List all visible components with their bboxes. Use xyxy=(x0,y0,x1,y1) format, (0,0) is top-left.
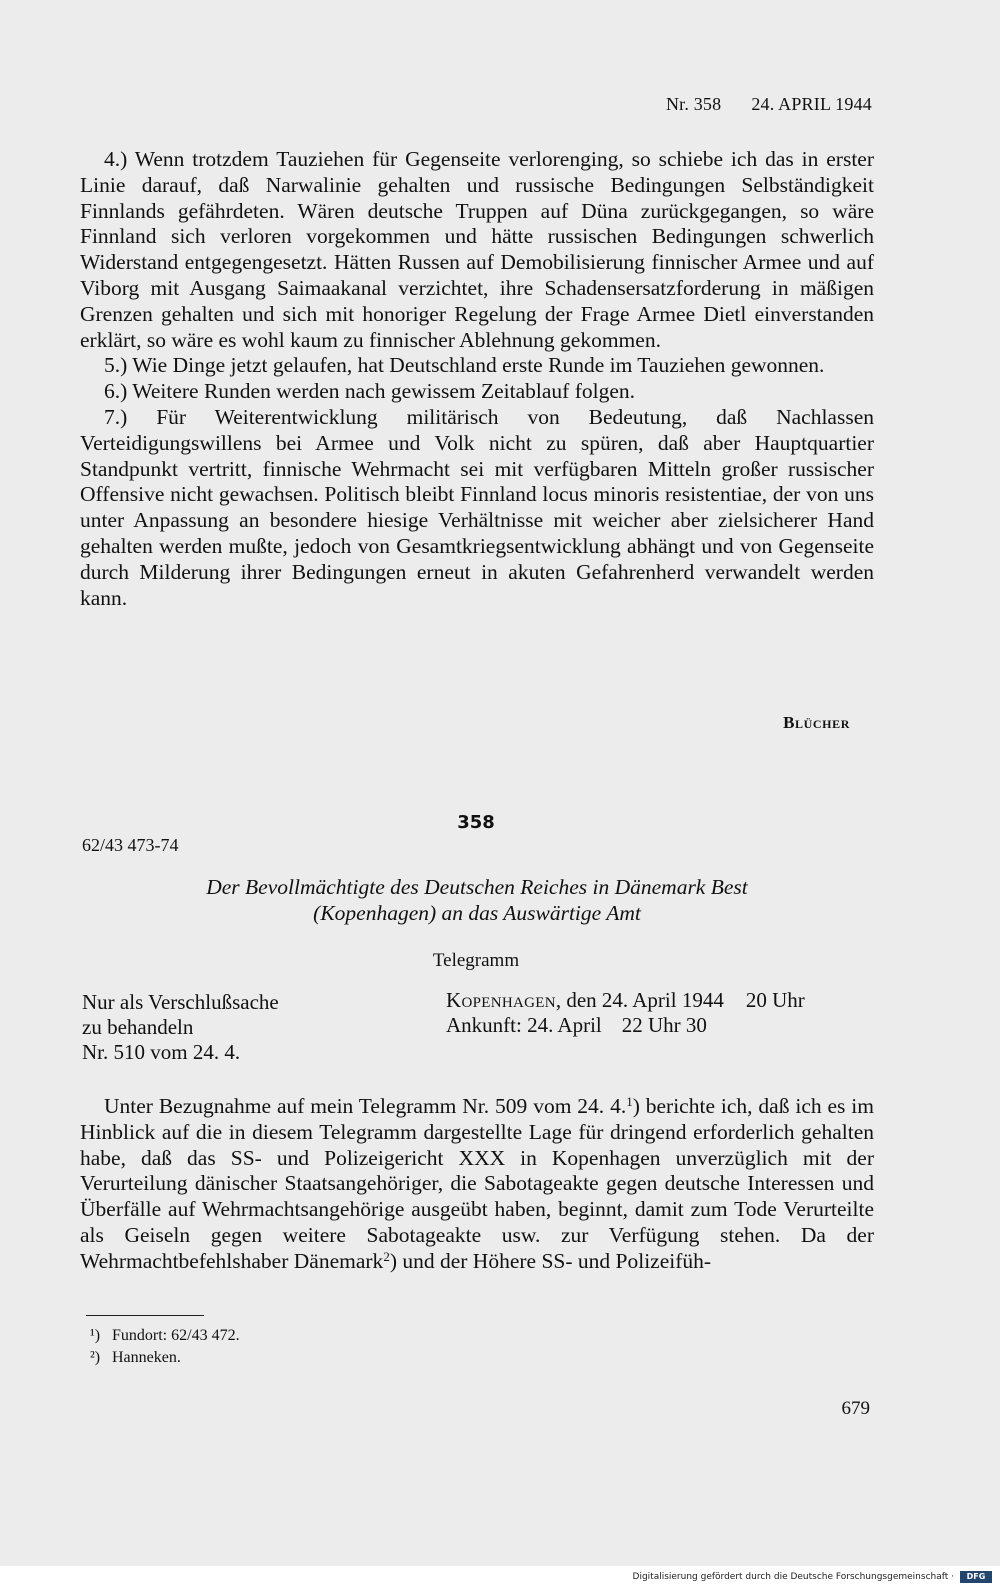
signature: Blücher xyxy=(783,713,850,732)
header-doc-ref: Nr. 358 xyxy=(665,94,722,114)
section-continued-text xyxy=(80,147,874,611)
footnote-ref-1: 1 xyxy=(626,1094,633,1109)
paragraph-5: 5.) Wie Dinge jetzt gelaufen, hat Deutschland erste Runde im Tauziehen gewonnen. xyxy=(104,353,825,378)
classification-line-2: zu behandeln xyxy=(82,1015,194,1039)
digitization-credit-bar xyxy=(0,1566,1000,1586)
footnote-divider xyxy=(86,1315,204,1316)
telegram-number: Nr. 510 vom 24. 4. xyxy=(82,1040,241,1064)
running-header xyxy=(666,94,872,115)
footnote-ref-2: 2 xyxy=(383,1248,390,1264)
classification-line-1: Nur als Verschlußsache xyxy=(82,990,279,1014)
header-date: 24. APRIL 1944 xyxy=(751,94,872,114)
dispatch-line xyxy=(446,988,805,1013)
dispatch-time: 20 Uhr xyxy=(745,988,805,1012)
paragraph-7: 7.) Für Weiterentwicklung militärisch von Bedeutung, daß Nachlassen Verteidigungswillens bei Armee und Volk nicht zu spüren, daß aber Hauptquartier Standpunkt vertritt, finnische Wehrmacht sei mit verfügbaren Mitteln großer russischer Offensive nicht gewachsen. Politisch bleibt Finnland locus minoris resistentiae, der von uns unter Anpassung an besondere hiesige Verhältnisse mit weicher aber zielsicherer Hand gehalten werden mußte, jedoch von Gesamtkriegsentwicklung abhängt und von Gegenseite durch Milderung ihrer Bedingungen erneut in akuten Gefahrenherd verwandelt werden kann. xyxy=(80,404,874,610)
arrival-time: 22 Uhr 30 xyxy=(621,1013,707,1037)
paragraph-6: 6.) Weitere Runden werden nach gewissem Zeitablauf folgen. xyxy=(104,379,636,404)
document-title xyxy=(80,874,874,926)
dfg-logo-icon: DFG xyxy=(960,1571,992,1583)
telegram-dispatch-info xyxy=(446,988,805,1038)
page-number: 679 xyxy=(841,1398,870,1419)
telegram-classification xyxy=(82,990,279,1065)
arrival-date: Ankunft: 24. April xyxy=(446,1013,602,1037)
dispatch-place: Kopenhagen xyxy=(446,988,556,1012)
document-number: 358 xyxy=(457,812,495,833)
footnotes xyxy=(90,1325,240,1369)
footnote-2: ²) Hanneken. xyxy=(90,1349,181,1366)
telegram-paragraph: Unter Bezugnahme auf mein Telegramm Nr. 509 vom 24. 4.$^1$) berichte ich, daß ich es im Hinblick auf die in diesem Telegramm dargestellte Lage für dringend erforderlich gehalten habe, daß das SS- und Polizeigericht XXX in Kopenhagen unverzüglich mit der Verurteilung dänischer Staatsangehöriger, die Sabotageakte gegen deutsche Interessen und Überfälle auf Wehrmachtsangehörige ausgeübt haben, beginnt, damit zum Tode Verurteilte als Geiseln gegen weitere Sabotageakte usw. zur Verfügung stehen. Da der Wehrmachtbefehlshaber Dänemark$^2$) und der Höhere SS- und Polizeifüh- xyxy=(80,1094,874,1273)
footnote-1: ¹) Fundort: 62/43 472. xyxy=(90,1327,240,1344)
dispatch-date: , den 24. April 1944 xyxy=(555,988,724,1012)
arrival-line xyxy=(446,1013,805,1038)
document-title-line-2: (Kopenhagen) an das Auswärtige Amt xyxy=(313,901,641,925)
file-reference: 62/43 473-74 xyxy=(82,835,179,855)
paragraph-4: 4.) Wenn trotzdem Tauziehen für Gegenseite verlorenging, so schiebe ich das in erster Linie darauf, daß Narwalinie gehalten und russische Bedingungen Selbständigkeit Finnlands gefährdeten. Wären deutsche Truppen auf Düna zurückgegangen, so wäre Finnland sich verloren vorgekommen und hätte russischen Bedingungen schwerlich Widerstand entgegengesetzt. Hätten Russen auf Demobilisierung finnischer Armee und auf Viborg mit Ausgang Saimaakanal verzichtet, ihre Schadensersatzforderung in mäßigen Grenzen gehalten und sich mit honoriger Regelung der Frage Armee Dietl einverstanden erklärt, so wäre es wohl kaum zu finnischer Ablehnung gekommen. xyxy=(80,147,874,352)
telegram-body xyxy=(80,1094,874,1275)
document-title-line-1: Der Bevollmächtigte des Deutschen Reiches in Dänemark Best xyxy=(206,875,748,899)
document-type: Telegramm xyxy=(432,950,520,971)
digitization-credit: Digitalisierung gefördert durch die Deutsche Forschungsgemeinschaft · xyxy=(632,1572,954,1582)
